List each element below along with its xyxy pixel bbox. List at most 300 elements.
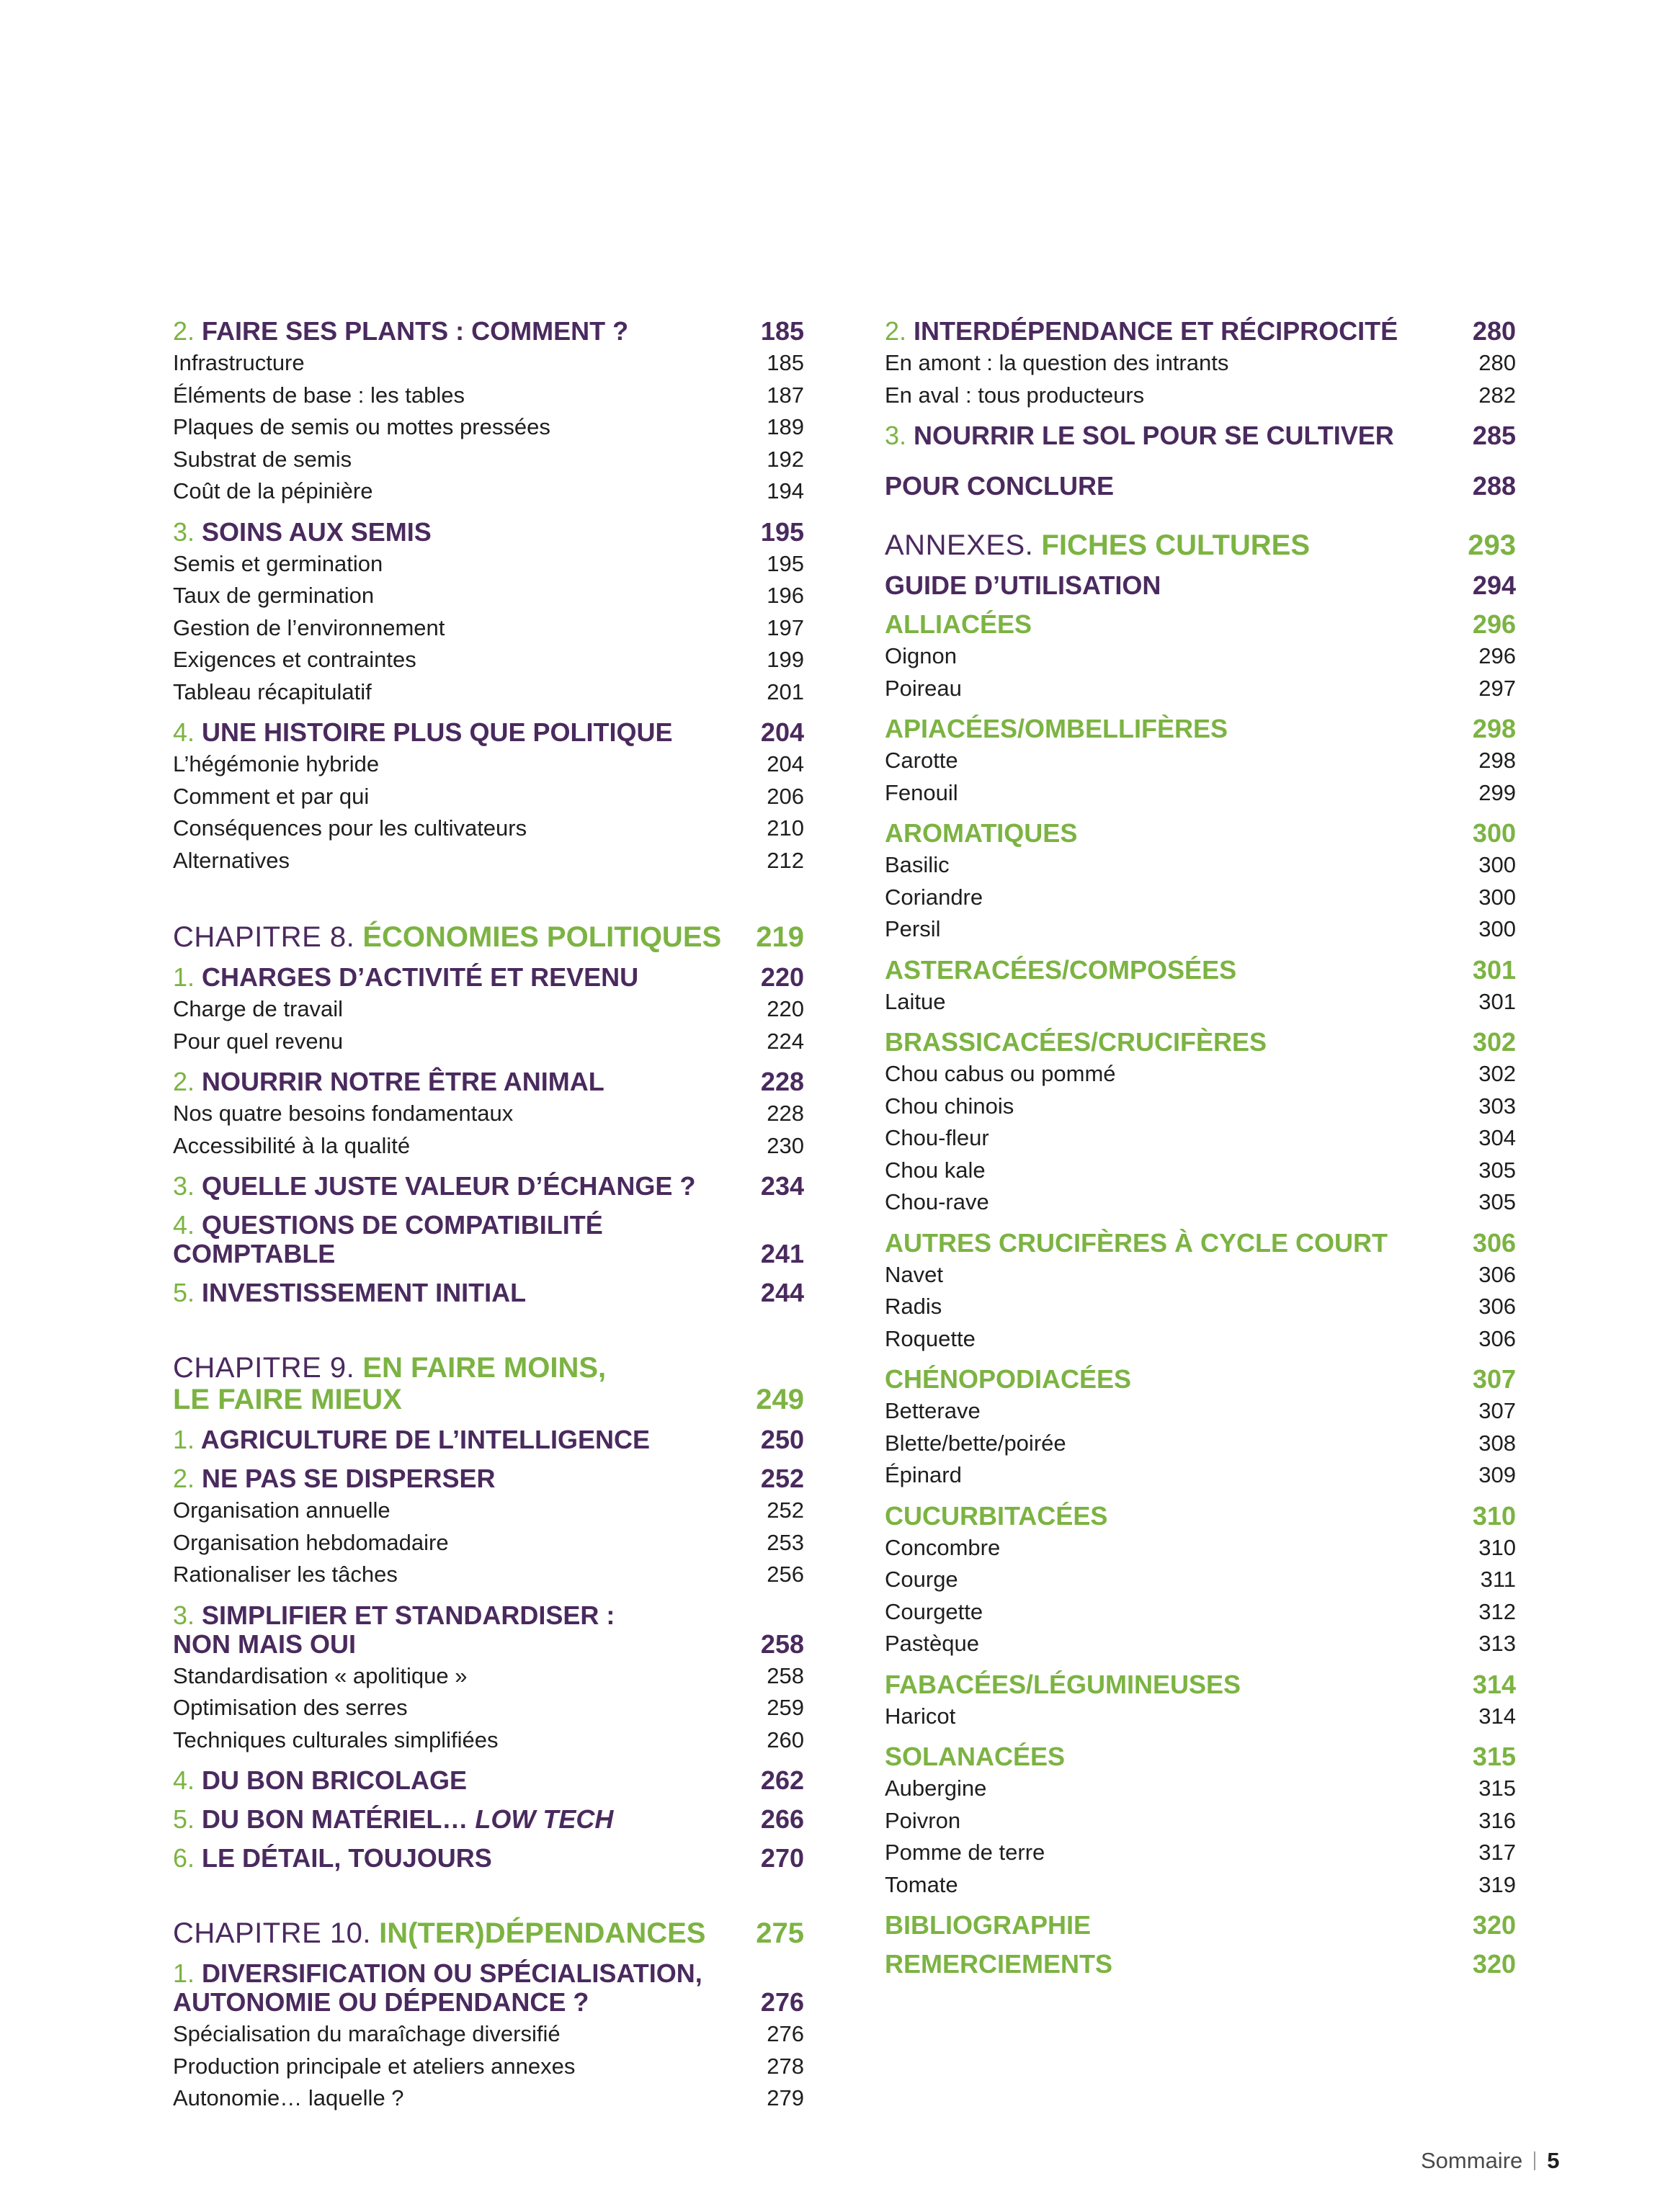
- toc-entry-title: En aval : tous producteurs: [885, 382, 1145, 408]
- toc-entry: [885, 745, 1516, 777]
- toc-entry-title: Coût de la pépinière: [173, 478, 373, 503]
- toc-section-title: INVESTISSEMENT INITIAL: [202, 1278, 527, 1307]
- toc-entry: [885, 1773, 1516, 1805]
- toc-entry: [885, 1091, 1516, 1123]
- toc-entry: [885, 380, 1516, 412]
- toc-section-label: [885, 715, 1451, 743]
- footer-label: Sommaire: [1421, 2148, 1523, 2173]
- toc-chapter: [885, 529, 1516, 561]
- toc-section: [885, 610, 1516, 639]
- toc-section: [173, 1844, 804, 1873]
- toc-section: [173, 1279, 804, 1307]
- toc-section-page: 250: [760, 1425, 804, 1454]
- toc-section-label: [173, 1844, 739, 1873]
- toc-entry: [885, 347, 1516, 380]
- toc-entry-page: 276: [767, 2021, 804, 2046]
- toc-section-number: 2.: [173, 1464, 195, 1493]
- toc-entry: [173, 1660, 804, 1693]
- toc-section: [173, 718, 804, 747]
- toc-section-page: 314: [1472, 1669, 1516, 1699]
- footer-page-number: 5: [1547, 2148, 1560, 2173]
- toc-section-label: [885, 610, 1451, 639]
- toc-section-title: AGRICULTURE DE L’INTELLIGENCE: [200, 1425, 651, 1454]
- toc-section-number: 6.: [173, 1843, 195, 1873]
- toc-entry-title: Courgette: [885, 1598, 983, 1624]
- toc-section-title: NOURRIR NOTRE ÊTRE ANIMAL: [202, 1067, 604, 1096]
- toc-section-label: [885, 421, 1451, 450]
- toc-entry-title: Organisation hebdomadaire: [173, 1529, 449, 1555]
- toc-section: [885, 1911, 1516, 1940]
- toc-entry: [885, 1186, 1516, 1219]
- toc-entry-page: 252: [767, 1497, 804, 1523]
- toc-section-page: 285: [1472, 421, 1516, 450]
- toc-section-title: NE PAS SE DISPERSER: [202, 1464, 496, 1493]
- toc-section-label: [173, 1464, 739, 1493]
- toc-entry-page: 306: [1478, 1261, 1516, 1287]
- toc-section-number: 5.: [173, 1278, 195, 1307]
- toc-section-title: CUCURBITACÉES: [885, 1500, 1108, 1531]
- toc-entry: [173, 347, 804, 380]
- toc-entry-page: 307: [1478, 1398, 1516, 1423]
- toc-entry-page: 228: [767, 1101, 804, 1126]
- toc-section-title: LE DÉTAIL, TOUJOURS: [202, 1843, 492, 1873]
- toc-entry-title: Plaques de semis ou mottes pressées: [173, 414, 550, 439]
- toc-entry: [885, 1869, 1516, 1902]
- toc-section-page: 204: [760, 717, 804, 747]
- toc-section-title: BRASSICACÉES/CRUCIFÈRES: [885, 1027, 1267, 1057]
- toc-section-number: 3.: [173, 1600, 195, 1630]
- toc-section: [885, 571, 1516, 600]
- toc-entry-title: Éléments de base : les tables: [173, 382, 465, 408]
- toc-entry: [885, 1058, 1516, 1091]
- toc-entry: [173, 444, 804, 476]
- toc-section-title: FABACÉES/LÉGUMINEUSES: [885, 1669, 1241, 1699]
- toc-section-title: QUESTIONS DE COMPATIBILITÉ COMPTABLE: [173, 1210, 603, 1268]
- toc-entry: [885, 882, 1516, 914]
- toc-entry: [173, 2018, 804, 2051]
- toc-entry-page: 306: [1478, 1325, 1516, 1351]
- toc-section-page: 280: [1472, 316, 1516, 346]
- toc-section-title: SOINS AUX SEMIS: [202, 516, 432, 547]
- toc-entry-page: 298: [1478, 748, 1516, 773]
- toc-entry-page: 185: [767, 350, 804, 375]
- toc-section-title: CHARGES D’ACTIVITÉ ET REVENU: [202, 962, 639, 992]
- toc-chapter-title: FICHES CULTURES: [1041, 529, 1311, 561]
- toc-chapter-prefix: ANNEXES.: [885, 529, 1034, 561]
- toc-section-page: 300: [1472, 818, 1516, 848]
- toc-section-page: 320: [1472, 1910, 1516, 1940]
- toc-entry-title: L’hégémonie hybride: [173, 751, 380, 776]
- toc-chapter-label: [885, 529, 1451, 561]
- toc-section-title: AUTRES CRUCIFÈRES À CYCLE COURT: [885, 1227, 1388, 1258]
- toc-entry-title: Tomate: [885, 1871, 958, 1897]
- toc-entry: [173, 1130, 804, 1163]
- toc-entry-page: 253: [767, 1529, 804, 1555]
- toc-entry: [885, 777, 1516, 810]
- toc-section: [173, 1464, 804, 1493]
- toc-entry-page: 310: [1478, 1534, 1516, 1560]
- toc-section-label: [173, 317, 739, 346]
- toc-section: [885, 1670, 1516, 1699]
- toc-section-page: 262: [760, 1765, 804, 1795]
- toc-entry: [173, 1692, 804, 1724]
- toc-entry-title: Basilic: [885, 852, 950, 877]
- toc-entry: [885, 1428, 1516, 1460]
- toc-section-number: 2.: [173, 1067, 195, 1096]
- toc-section: [885, 1950, 1516, 1979]
- toc-entry: [885, 849, 1516, 882]
- toc-section-number: 2.: [173, 316, 195, 346]
- toc-entry-title: Roquette: [885, 1325, 976, 1351]
- toc-chapter-page: 219: [756, 921, 804, 953]
- toc-chapter-page: 249: [756, 1384, 804, 1415]
- toc-section-number: 3.: [173, 516, 195, 547]
- toc-section: [885, 1028, 1516, 1057]
- toc-entry-page: 280: [1478, 350, 1516, 375]
- toc-entry-page: 196: [767, 583, 804, 608]
- toc-section-label: [885, 819, 1451, 848]
- toc-section-page: 252: [760, 1464, 804, 1493]
- toc-section-page: 310: [1472, 1500, 1516, 1531]
- toc-chapter-label: [173, 1917, 739, 1949]
- toc-entry-title: Oignon: [885, 643, 957, 668]
- toc-section-page: 307: [1472, 1364, 1516, 1394]
- toc-entry-title: Coriandre: [885, 884, 983, 910]
- toc-section-label: [173, 1601, 739, 1659]
- toc-entry-page: 195: [767, 550, 804, 576]
- toc-entry-title: Betterave: [885, 1398, 981, 1423]
- toc-entry-title: Taux de germination: [173, 583, 375, 608]
- footer-divider: [1534, 2151, 1535, 2170]
- toc-entry-page: 189: [767, 414, 804, 439]
- toc-section-label: [885, 1502, 1451, 1531]
- toc-chapter: [173, 1352, 804, 1415]
- toc-entry-page: 315: [1478, 1776, 1516, 1801]
- toc-section-italic: LOW TECH: [475, 1804, 614, 1834]
- toc-section: [173, 1805, 804, 1834]
- toc-entry-page: 302: [1478, 1061, 1516, 1086]
- toc-section-label: [173, 1425, 739, 1454]
- toc-section-number: 4.: [173, 1765, 195, 1795]
- toc-section-page: 185: [760, 316, 804, 346]
- toc-entry-page: 305: [1478, 1157, 1516, 1183]
- toc-entry-title: Concombre: [885, 1534, 1001, 1560]
- toc-entry-title: Aubergine: [885, 1776, 987, 1801]
- toc-entry-page: 319: [1478, 1871, 1516, 1897]
- toc-entry-title: Chou cabus ou pommé: [885, 1061, 1116, 1086]
- toc-entry-title: Blette/bette/poirée: [885, 1430, 1066, 1456]
- toc-entry-page: 197: [767, 614, 804, 640]
- toc-section: [173, 1601, 804, 1659]
- toc-entry-page: 212: [767, 847, 804, 873]
- toc-entry-title: Haricot: [885, 1703, 956, 1729]
- toc-entry-title: Persil: [885, 916, 941, 941]
- toc-chapter-prefix: CHAPITRE 10.: [173, 1917, 371, 1949]
- toc-section-label: [173, 518, 739, 547]
- toc-section-label: [173, 1766, 739, 1795]
- toc-section-label: [885, 956, 1451, 985]
- toc-entry-title: Organisation annuelle: [173, 1497, 391, 1523]
- toc-entry-title: Comment et par qui: [173, 783, 370, 809]
- toc-section-label: [173, 1172, 739, 1201]
- toc-entry: [173, 1724, 804, 1757]
- toc-entry: [885, 640, 1516, 673]
- toc-section-title-line2: AUTONOMIE OU DÉPENDANCE ?: [173, 1987, 589, 2017]
- toc-chapter-label: [173, 921, 739, 953]
- toc-section: [885, 819, 1516, 848]
- toc-section-number: 3.: [173, 1171, 195, 1201]
- toc-section-number: 2.: [885, 316, 907, 346]
- toc-entry-title: Standardisation « apolitique »: [173, 1662, 468, 1688]
- toc-entry: [173, 812, 804, 845]
- toc-section: [885, 715, 1516, 743]
- toc-entry-page: 201: [767, 679, 804, 704]
- toc-entry-title: Épinard: [885, 1462, 962, 1487]
- toc-section-title: AROMATIQUES: [885, 818, 1078, 848]
- toc-entry-title: Semis et germination: [173, 550, 383, 576]
- toc-chapter-page: 275: [756, 1917, 804, 1949]
- toc-section-page: 288: [1472, 471, 1516, 501]
- toc-section: [885, 421, 1516, 450]
- toc-section-title: FAIRE SES PLANTS : COMMENT ?: [202, 316, 629, 346]
- toc-entry-title: Laitue: [885, 988, 946, 1014]
- toc-section-title: INTERDÉPENDANCE ET RÉCIPROCITÉ: [914, 316, 1398, 346]
- toc-section-number: 3.: [885, 421, 907, 450]
- toc-entry-page: 300: [1478, 916, 1516, 941]
- toc-entry-title: Accessibilité à la qualité: [173, 1132, 411, 1158]
- toc-right-column: [885, 317, 1516, 1980]
- toc-entry-title: Conséquences pour les cultivateurs: [173, 815, 527, 841]
- toc-section-label: [173, 1959, 739, 2017]
- toc-section-number: 4.: [173, 717, 195, 747]
- toc-section-label: [173, 963, 739, 992]
- toc-section-title: DIVERSIFICATION OU SPÉCIALISATION,: [202, 1958, 702, 1988]
- toc-entry: [885, 1564, 1516, 1596]
- toc-section-page: 195: [760, 516, 804, 547]
- toc-section-title: CHÉNOPODIACÉES: [885, 1364, 1132, 1394]
- toc-section-page: 301: [1472, 954, 1516, 985]
- toc-section-page: 241: [760, 1239, 804, 1268]
- toc-entry: [885, 1291, 1516, 1323]
- toc-section: [885, 1742, 1516, 1771]
- toc-chapter-prefix: CHAPITRE 9.: [173, 1352, 355, 1384]
- toc-section-title: ALLIACÉES: [885, 609, 1032, 639]
- toc-section-label: [885, 1229, 1451, 1258]
- toc-entry-title: Poivron: [885, 1807, 961, 1833]
- toc-entry-page: 316: [1478, 1807, 1516, 1833]
- toc-entry: [885, 1395, 1516, 1428]
- toc-entry-page: 278: [767, 2053, 804, 2079]
- toc-section-page: 234: [760, 1171, 804, 1201]
- toc-entry: [173, 380, 804, 412]
- toc-section: [173, 518, 804, 547]
- toc-chapter: [173, 921, 804, 953]
- toc-entry-title: Techniques culturales simplifiées: [173, 1727, 499, 1752]
- toc-entry-page: 305: [1478, 1189, 1516, 1214]
- page-footer: [1421, 2148, 1560, 2174]
- toc-chapter-title: IN(TER)DÉPENDANCES: [379, 1917, 706, 1949]
- toc-chapter-title: ÉCONOMIES POLITIQUES: [362, 921, 722, 953]
- toc-section-page: 276: [760, 1987, 804, 2017]
- toc-entry-page: 259: [767, 1695, 804, 1720]
- toc-section-label: [885, 1742, 1451, 1771]
- toc-entry: [885, 1459, 1516, 1492]
- toc-section-number: 5.: [173, 1804, 195, 1834]
- toc-entry-title: Gestion de l’environnement: [173, 614, 445, 640]
- toc-entry: [173, 1527, 804, 1559]
- toc-section-title-line2: NON MAIS OUI: [173, 1629, 357, 1659]
- toc-section-title: DU BON MATÉRIEL…: [202, 1804, 468, 1834]
- toc-entry-page: 296: [1478, 643, 1516, 668]
- toc-entry-page: 303: [1478, 1093, 1516, 1119]
- toc-entry-title: Poireau: [885, 675, 962, 701]
- toc-entry-title: Optimisation des serres: [173, 1695, 408, 1720]
- toc-entry-title: Radis: [885, 1294, 942, 1319]
- toc-section-title: GUIDE D’UTILISATION: [885, 570, 1161, 600]
- toc-entry-page: 224: [767, 1028, 804, 1054]
- toc-section: [885, 1229, 1516, 1258]
- toc-entry-page: 311: [1480, 1567, 1516, 1592]
- toc-section-title: REMERCIEMENTS: [885, 1949, 1113, 1979]
- toc-entry: [885, 673, 1516, 705]
- toc-section-label: [173, 1805, 739, 1834]
- toc-entry: [885, 1532, 1516, 1564]
- toc-entry: [173, 580, 804, 612]
- toc-section-title: SIMPLIFIER ET STANDARDISER :: [202, 1600, 615, 1630]
- toc-entry: [885, 1259, 1516, 1291]
- toc-entry-page: 220: [767, 996, 804, 1021]
- toc-entry-page: 317: [1478, 1840, 1516, 1865]
- toc-section-title: BIBLIOGRAPHIE: [885, 1910, 1092, 1940]
- toc-entry: [173, 676, 804, 709]
- toc-entry-page: 313: [1478, 1631, 1516, 1656]
- toc-entry-title: Rationaliser les tâches: [173, 1562, 398, 1587]
- toc-section: [173, 1067, 804, 1096]
- toc-entry-title: Navet: [885, 1261, 943, 1287]
- toc-section: [173, 963, 804, 992]
- toc-entry-page: 306: [1478, 1294, 1516, 1319]
- toc-entry-title: En amont : la question des intrants: [885, 350, 1229, 375]
- toc-entry-title: Charge de travail: [173, 996, 344, 1021]
- toc-section: [885, 1365, 1516, 1394]
- toc-entry-title: Chou-rave: [885, 1189, 989, 1214]
- toc-section: [173, 317, 804, 346]
- toc-section-number: 1.: [173, 1958, 195, 1988]
- toc-section: [173, 1766, 804, 1795]
- toc-section: [885, 1502, 1516, 1531]
- toc-entry-title: Pour quel revenu: [173, 1028, 344, 1054]
- toc-entry-page: 192: [767, 446, 804, 472]
- toc-entry-page: 279: [767, 2085, 804, 2110]
- toc-entry: [173, 1559, 804, 1591]
- toc-entry: [885, 1628, 1516, 1660]
- toc-section-page: 298: [1472, 714, 1516, 743]
- toc-entry-page: 314: [1478, 1703, 1516, 1729]
- toc-entry-title: Substrat de semis: [173, 446, 352, 472]
- toc-entry: [173, 1098, 804, 1130]
- toc-section: [885, 956, 1516, 985]
- toc-entry-title: Spécialisation du maraîchage diversifié: [173, 2021, 561, 2046]
- toc-entry: [173, 612, 804, 645]
- toc-chapter-title: EN FAIRE MOINS,: [362, 1352, 607, 1384]
- toc-entry: [173, 993, 804, 1026]
- toc-entry: [173, 845, 804, 877]
- toc-entry-page: 308: [1478, 1430, 1516, 1456]
- toc-entry-page: 301: [1478, 988, 1516, 1014]
- toc-entry-title: Infrastructure: [173, 350, 305, 375]
- toc-entry: [173, 748, 804, 781]
- toc-section-title: DU BON BRICOLAGE: [202, 1765, 468, 1795]
- toc-entry-page: 204: [767, 751, 804, 776]
- toc-entry-title: Chou chinois: [885, 1093, 1014, 1119]
- toc-entry-page: 282: [1478, 382, 1516, 408]
- toc-entry: [173, 2051, 804, 2083]
- toc-section-label: [885, 1670, 1451, 1699]
- toc-entry-page: 256: [767, 1562, 804, 1587]
- toc-entry-page: 260: [767, 1727, 804, 1752]
- toc-entry-page: 230: [767, 1132, 804, 1158]
- toc-entry: [885, 1837, 1516, 1869]
- toc-section-title: NOURRIR LE SOL POUR SE CULTIVER: [914, 421, 1394, 450]
- toc-chapter-title-line2: LE FAIRE MIEUX: [173, 1384, 402, 1415]
- toc-section-label: [173, 1211, 739, 1268]
- toc-entry-page: 258: [767, 1662, 804, 1688]
- toc-section-page: 258: [760, 1629, 804, 1659]
- toc-section-label: [173, 718, 739, 747]
- toc-entry: [885, 1155, 1516, 1187]
- toc-entry-title: Pomme de terre: [885, 1840, 1045, 1865]
- toc-entry-page: 194: [767, 478, 804, 503]
- toc-section-page: 320: [1472, 1949, 1516, 1979]
- toc-section-number: 1.: [173, 1425, 195, 1454]
- toc-entry-page: 199: [767, 647, 804, 672]
- toc-entry: [173, 548, 804, 581]
- toc-section-page: 220: [760, 962, 804, 992]
- toc-section: [885, 472, 1516, 501]
- toc-left-column: [173, 317, 804, 2115]
- toc-entry-title: Chou-fleur: [885, 1125, 989, 1150]
- toc-entry: [173, 781, 804, 813]
- toc-entry-page: 300: [1478, 884, 1516, 910]
- toc-entry-page: 210: [767, 815, 804, 841]
- toc-section-label: [173, 1279, 739, 1307]
- toc-entry: [885, 1122, 1516, 1155]
- toc-entry-title: Fenouil: [885, 779, 958, 805]
- toc-entry-page: 187: [767, 382, 804, 408]
- toc-section-label: [885, 1365, 1451, 1394]
- toc-entry-title: Nos quatre besoins fondamentaux: [173, 1101, 514, 1126]
- toc-section-label: [885, 571, 1451, 600]
- toc-entry: [173, 644, 804, 676]
- toc-section-title: QUELLE JUSTE VALEUR D’ÉCHANGE ?: [202, 1171, 696, 1201]
- toc-entry: [885, 1805, 1516, 1837]
- toc-entry-title: Carotte: [885, 748, 958, 773]
- toc-entry: [173, 1026, 804, 1058]
- toc-entry-page: 309: [1478, 1462, 1516, 1487]
- toc-section-page: 306: [1472, 1227, 1516, 1258]
- toc-section-label: [885, 1911, 1451, 1940]
- toc-entry-title: Courge: [885, 1567, 958, 1592]
- toc-entry: [885, 913, 1516, 946]
- toc-entry: [173, 2082, 804, 2115]
- toc-section-title: POUR CONCLURE: [885, 471, 1115, 501]
- toc-section-label: [885, 1950, 1451, 1979]
- toc-entry: [885, 986, 1516, 1018]
- toc-section-page: 302: [1472, 1027, 1516, 1057]
- toc-section-label: [173, 1067, 739, 1096]
- toc-section: [173, 1211, 804, 1268]
- toc-section-page: 244: [760, 1278, 804, 1307]
